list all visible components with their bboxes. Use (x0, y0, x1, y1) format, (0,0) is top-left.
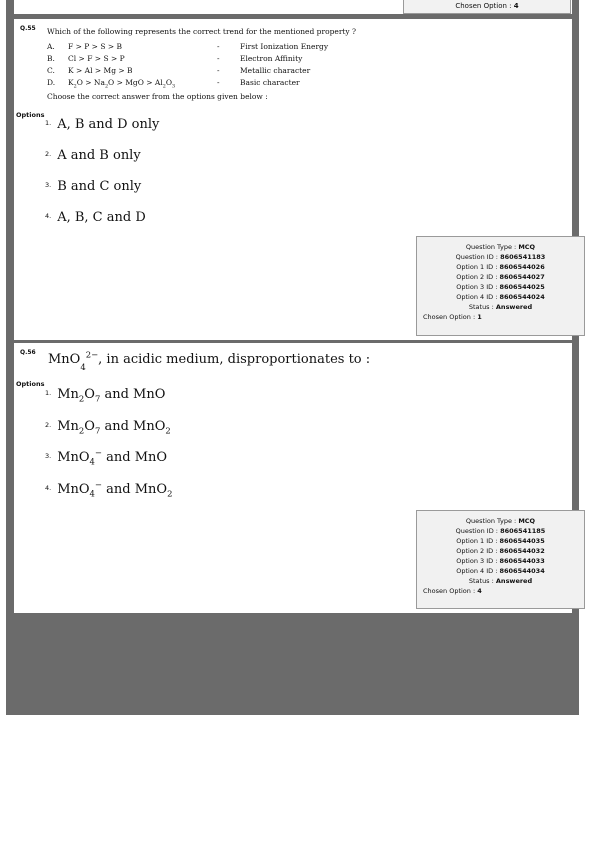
row-property: Basic character (240, 78, 300, 87)
option-number: 2. (45, 421, 52, 429)
row-property: Metallic character (240, 66, 311, 75)
info-chosen-option: Chosen Option : 4 (423, 587, 482, 595)
option-number: 3. (45, 452, 52, 460)
info-option-2-id: Option 2 ID : 8606544032 (456, 547, 545, 555)
info-option-1-id: Option 1 ID : 8606544026 (456, 263, 545, 271)
row-property: Electron Affinity (240, 54, 303, 63)
info-option-4-id: Option 4 ID : 8606544034 (456, 567, 545, 575)
question-info-box (416, 510, 585, 609)
chosen-option-value: 4 (513, 2, 519, 10)
question-number: Q.55 (20, 25, 36, 32)
info-question-type: Question Type : MCQ (465, 517, 536, 525)
question-stem: Which of the following represents the correct trend for the mentioned property ? (47, 27, 357, 36)
info-option-2-id: Option 2 ID : 8606544027 (456, 273, 545, 281)
option-number: 3. (45, 181, 52, 189)
row-letter: B. (47, 54, 55, 63)
row-property: First Ionization Energy (240, 42, 329, 51)
info-option-3-id: Option 3 ID : 8606544025 (456, 283, 545, 291)
question-stem: MnO$_4^{2-}$, in acidic medium, disproportionates to : (48, 349, 371, 372)
option-text: MnO$_4$− and MnO (57, 447, 168, 467)
option-text: $Mn_2O_7$ and MnO (57, 387, 166, 404)
row-dash: - (217, 78, 220, 87)
options-label: Options (16, 111, 45, 119)
info-option-3-id: Option 3 ID : 8606544033 (456, 557, 545, 565)
option-text: A and B only (57, 148, 141, 163)
row-dash: - (217, 42, 220, 51)
info-status: Status : Answered (468, 303, 533, 311)
option-text: A, B, C and D (57, 210, 146, 225)
instruction-text: Choose the correct answer from the options given below : (47, 92, 268, 101)
option-3[interactable] (45, 179, 141, 194)
option-4[interactable] (45, 479, 173, 499)
option-1[interactable] (45, 387, 165, 402)
option-number: 1. (45, 119, 52, 127)
option-number: 1. (45, 389, 52, 397)
row-letter: A. (47, 42, 55, 51)
info-chosen-option: Chosen Option : 1 (423, 313, 482, 321)
chosen-option-label: Chosen Option : (455, 2, 512, 10)
option-number: 2. (45, 150, 52, 158)
row-letter: D. (47, 78, 56, 87)
option-2[interactable] (45, 148, 141, 163)
option-text: B and C only (57, 179, 142, 194)
row-dash: - (217, 66, 220, 75)
option-3[interactable] (45, 447, 168, 467)
row-trend: F > P > S > B (68, 42, 123, 51)
question-number: Q.56 (20, 349, 36, 356)
option-2[interactable] (45, 419, 171, 434)
previous-chosen-option-box (403, 0, 571, 14)
row-trend: $K_2O > Na_2O$ > MgO > $Al_2O_3$ (68, 78, 176, 90)
option-4[interactable] (45, 210, 146, 225)
option-text: A, B and D only (57, 117, 160, 132)
row-trend: Cl > F > S > P (68, 54, 125, 63)
info-status: Status : Answered (468, 577, 533, 585)
option-number: 4. (45, 484, 52, 492)
option-1[interactable] (45, 117, 159, 132)
info-question-id: Question ID : 8606541185 (455, 527, 546, 535)
info-question-type: Question Type : MCQ (465, 243, 536, 251)
question-56-panel (14, 343, 572, 613)
question-55-panel (14, 19, 572, 340)
row-trend: K > Al > Mg > B (68, 66, 133, 75)
options-label: Options (16, 380, 45, 388)
info-question-id: Question ID : 8606541183 (455, 253, 546, 261)
row-letter: C. (47, 66, 55, 75)
row-dash: - (217, 54, 220, 63)
option-number: 4. (45, 212, 52, 220)
info-option-1-id: Option 1 ID : 8606544035 (456, 537, 545, 545)
option-text: $Mn_2O_7$ and MnO$_2$ (57, 419, 171, 436)
info-option-4-id: Option 4 ID : 8606544024 (456, 293, 545, 301)
option-text: MnO$_4$− and MnO$_2$ (57, 479, 173, 499)
question-info-box (416, 236, 585, 336)
